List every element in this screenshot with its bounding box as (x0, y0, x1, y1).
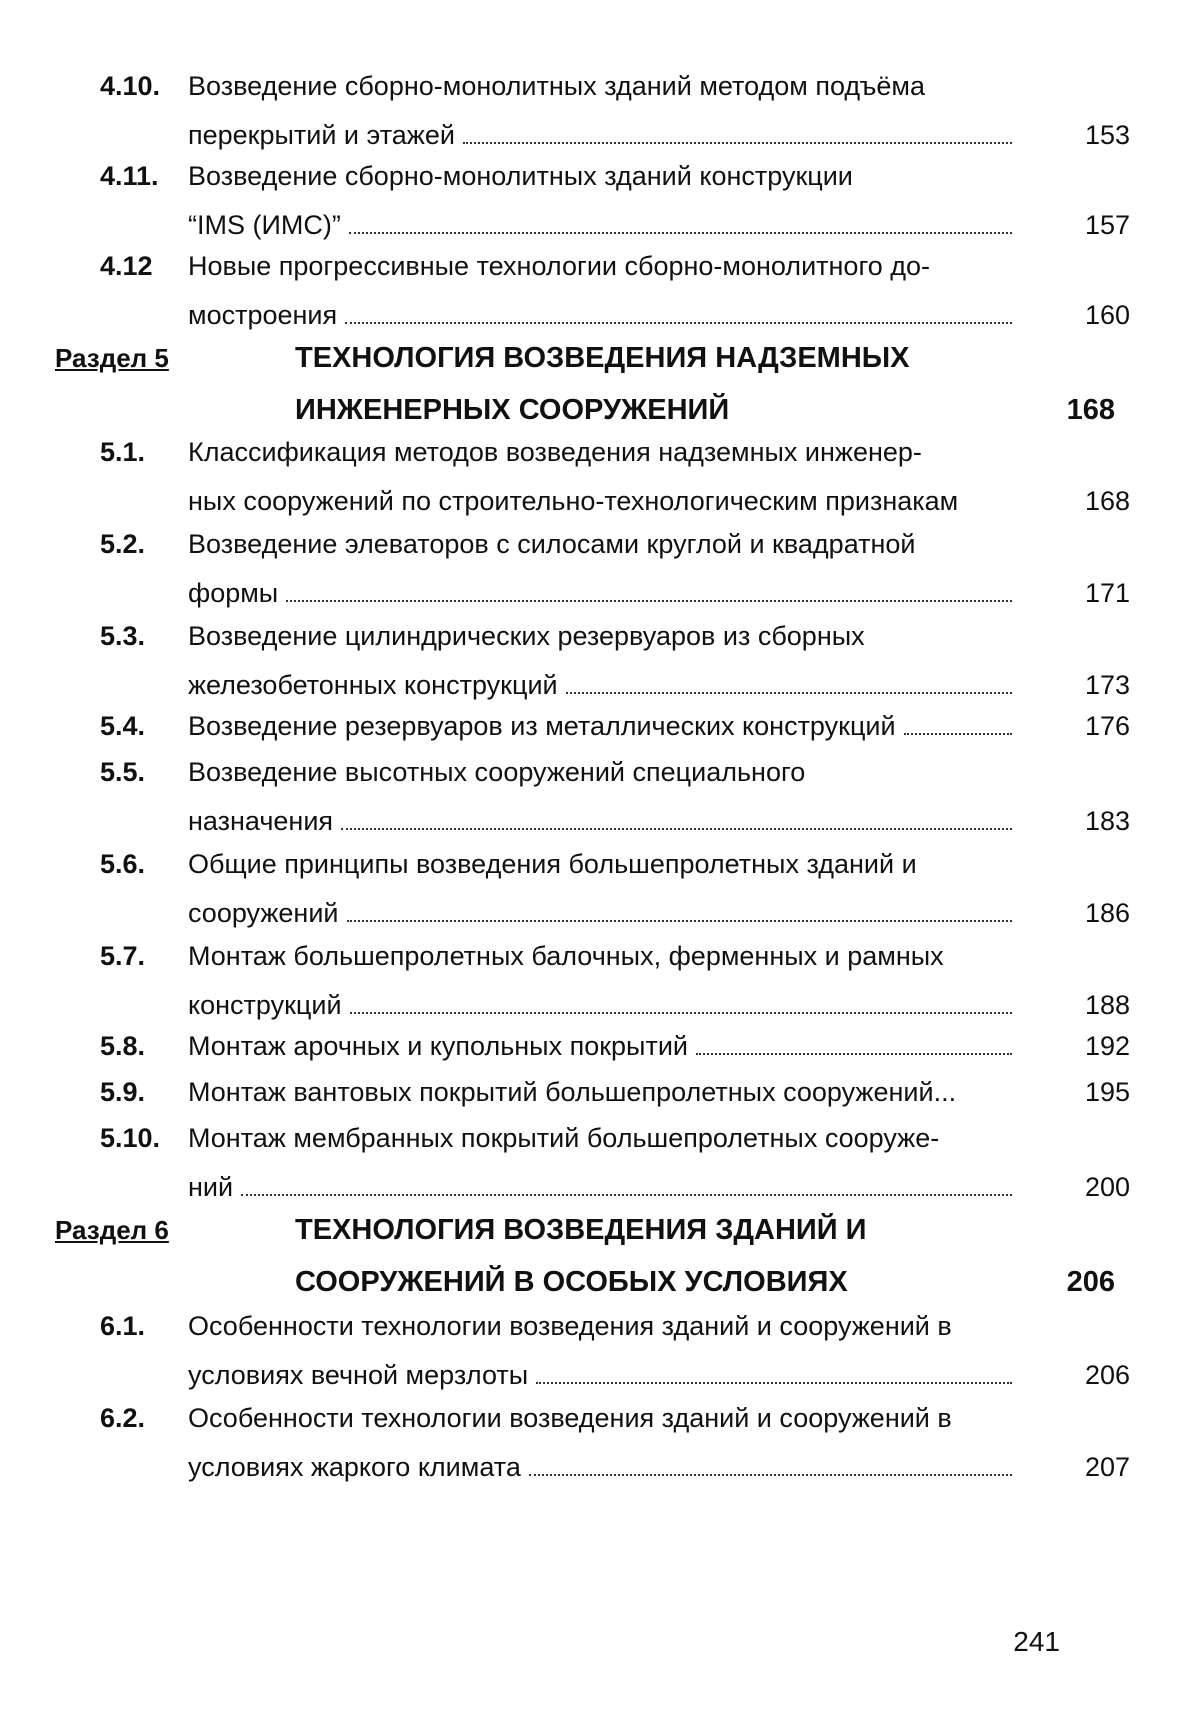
section-title (295, 1204, 915, 1308)
entry-title (188, 840, 1018, 938)
entry-title (188, 428, 1018, 526)
entry-number: 5.5. (100, 757, 146, 787)
entry-title-line: сооружений (188, 898, 339, 928)
entry-title-line: Особенности технологии возведения зданий и сооружений в (188, 1311, 952, 1341)
entry-title (188, 932, 1018, 1030)
entry-title (188, 1114, 1018, 1212)
toc-entry (100, 152, 1130, 250)
entry-title-line: Новые прогрессивные технологии сборно-монолитного до- (188, 251, 930, 281)
entry-title-line: перекрытий и этажей (188, 120, 455, 150)
section-title (295, 332, 915, 436)
entry-title (188, 1022, 1018, 1071)
dot-leader (349, 231, 1012, 234)
entry-title-line: условиях жаркого климата (188, 1452, 521, 1482)
entry-title-line: конструкций (188, 990, 342, 1020)
entry-title-line: Возведение резервуаров из металлических конструкций (188, 711, 896, 741)
entry-title-line: “IMS (ИМС)” (188, 210, 341, 240)
entry-title-line: Классификация методов возведения надземных инженер- (188, 437, 922, 467)
entry-title-line: Возведение высотных сооружений специального (188, 757, 806, 787)
dot-leader (350, 1011, 1012, 1014)
dot-leader (904, 732, 1012, 735)
entry-title-line: ных сооружений по строительно-технологическим признакам (188, 486, 959, 516)
entry-number: 5.8. (100, 1031, 146, 1061)
section-heading (55, 332, 1115, 436)
entry-title-line: мостроения (188, 300, 338, 330)
entry-title-line: Возведение сборно-монолитных зданий методом подъёма (188, 71, 926, 101)
toc-entry (100, 612, 1130, 710)
dot-leader (286, 599, 1012, 602)
entry-number: 5.1. (100, 437, 146, 467)
entry-title (188, 242, 1018, 340)
section-label: Раздел 5 (55, 343, 169, 373)
entry-title-line: Монтаж мембранных покрытий большепролетных сооруже- (188, 1123, 940, 1153)
toc-entry (100, 1114, 1130, 1212)
entry-number: 5.3. (100, 621, 146, 651)
toc-entry (100, 520, 1130, 618)
entry-title-line: Возведение сборно-монолитных зданий конструкции (188, 161, 853, 191)
entry-title (188, 748, 1018, 846)
dot-leader (566, 691, 1012, 694)
entry-title-line: условиях вечной мерзлоты (188, 1360, 529, 1390)
entry-page-number: 168 (1084, 486, 1130, 516)
entry-title (188, 702, 1018, 751)
toc-entry (100, 840, 1130, 938)
dot-leader (341, 827, 1012, 830)
entry-title (188, 1068, 1018, 1117)
dot-leader (241, 1193, 1012, 1196)
dot-leader (536, 1381, 1012, 1384)
entry-title-line: Монтаж вантовых покрытий большепролетных сооружений... (188, 1077, 957, 1107)
section-title-line: ТЕХНОЛОГИЯ ВОЗВЕДЕНИЯ ЗДАНИЙ И (295, 1214, 867, 1246)
entry-number: 5.10. (100, 1123, 161, 1153)
section-page-number: 168 (1066, 394, 1115, 426)
entry-page-number: 183 (1084, 806, 1130, 836)
entry-title (188, 62, 1018, 160)
entry-page-number: 195 (1084, 1077, 1130, 1107)
entry-title-line: Особенности технологии возведения зданий и сооружений в (188, 1403, 952, 1433)
section-heading (55, 1204, 1115, 1308)
entry-title-line: Возведение элеваторов с силосами круглой и квадратной (188, 529, 916, 559)
entry-page-number: 206 (1084, 1360, 1130, 1390)
entry-page-number: 160 (1084, 300, 1130, 330)
entry-number: 5.2. (100, 529, 146, 559)
toc-entry (100, 702, 1130, 751)
entry-title (188, 612, 1018, 710)
entry-title (188, 1394, 1018, 1492)
section-title-line: СООРУЖЕНИЙ В ОСОБЫХ УСЛОВИЯХ (295, 1266, 848, 1298)
entry-number: 6.1. (100, 1311, 146, 1341)
toc-entry (100, 428, 1130, 526)
entry-number: 5.9. (100, 1077, 146, 1107)
entry-page-number: 157 (1084, 210, 1130, 240)
entry-title-line: формы (188, 578, 279, 608)
entry-number: 5.6. (100, 849, 146, 879)
entry-page-number: 171 (1084, 578, 1130, 608)
section-page-number: 206 (1066, 1266, 1115, 1298)
section-label: Раздел 6 (55, 1215, 169, 1245)
toc-entry (100, 1068, 1130, 1117)
toc-entry (100, 242, 1130, 340)
entry-number: 5.7. (100, 941, 146, 971)
entry-title (188, 152, 1018, 250)
dot-leader (345, 321, 1012, 324)
entry-title-line: Общие принципы возведения большепролетных зданий и (188, 849, 917, 879)
entry-number: 4.11. (100, 161, 159, 191)
entry-page-number: 173 (1084, 670, 1130, 700)
toc-entry (100, 1302, 1130, 1400)
entry-page-number: 186 (1084, 898, 1130, 928)
entry-page-number: 192 (1084, 1031, 1130, 1061)
page-folio: 241 (1013, 1626, 1060, 1657)
section-title-line: ИНЖЕНЕРНЫХ СООРУЖЕНИЙ (295, 394, 730, 426)
toc-entry (100, 1394, 1130, 1492)
entry-title-line: железобетонных конструкций (188, 670, 558, 700)
entry-title-line: назначения (188, 806, 334, 836)
entry-number: 6.2. (100, 1403, 146, 1433)
dot-leader (696, 1052, 1012, 1055)
toc-entry (100, 62, 1130, 160)
entry-number: 4.12 (100, 251, 153, 281)
entry-page-number: 176 (1084, 711, 1130, 741)
toc-entry (100, 748, 1130, 846)
section-title-line: ТЕХНОЛОГИЯ ВОЗВЕДЕНИЯ НАДЗЕМНЫХ (295, 342, 910, 374)
entry-page-number: 153 (1084, 120, 1130, 150)
entry-number: 4.10. (100, 71, 161, 101)
dot-leader (463, 141, 1012, 144)
entry-page-number: 200 (1084, 1172, 1130, 1202)
entry-page-number: 207 (1084, 1452, 1130, 1482)
toc-entry (100, 1022, 1130, 1071)
entry-title (188, 1302, 1018, 1400)
entry-title-line: Монтаж арочных и купольных покрытий (188, 1031, 688, 1061)
entry-title (188, 520, 1018, 618)
dot-leader (529, 1473, 1012, 1476)
entry-number: 5.4. (100, 711, 146, 741)
entry-title-line: Монтаж большепролетных балочных, ферменных и рамных (188, 941, 944, 971)
entry-title-line: ний (188, 1172, 234, 1202)
dot-leader (347, 919, 1012, 922)
entry-page-number: 188 (1084, 990, 1130, 1020)
toc-entry (100, 932, 1130, 1030)
entry-title-line: Возведение цилиндрических резервуаров из сборных (188, 621, 865, 651)
